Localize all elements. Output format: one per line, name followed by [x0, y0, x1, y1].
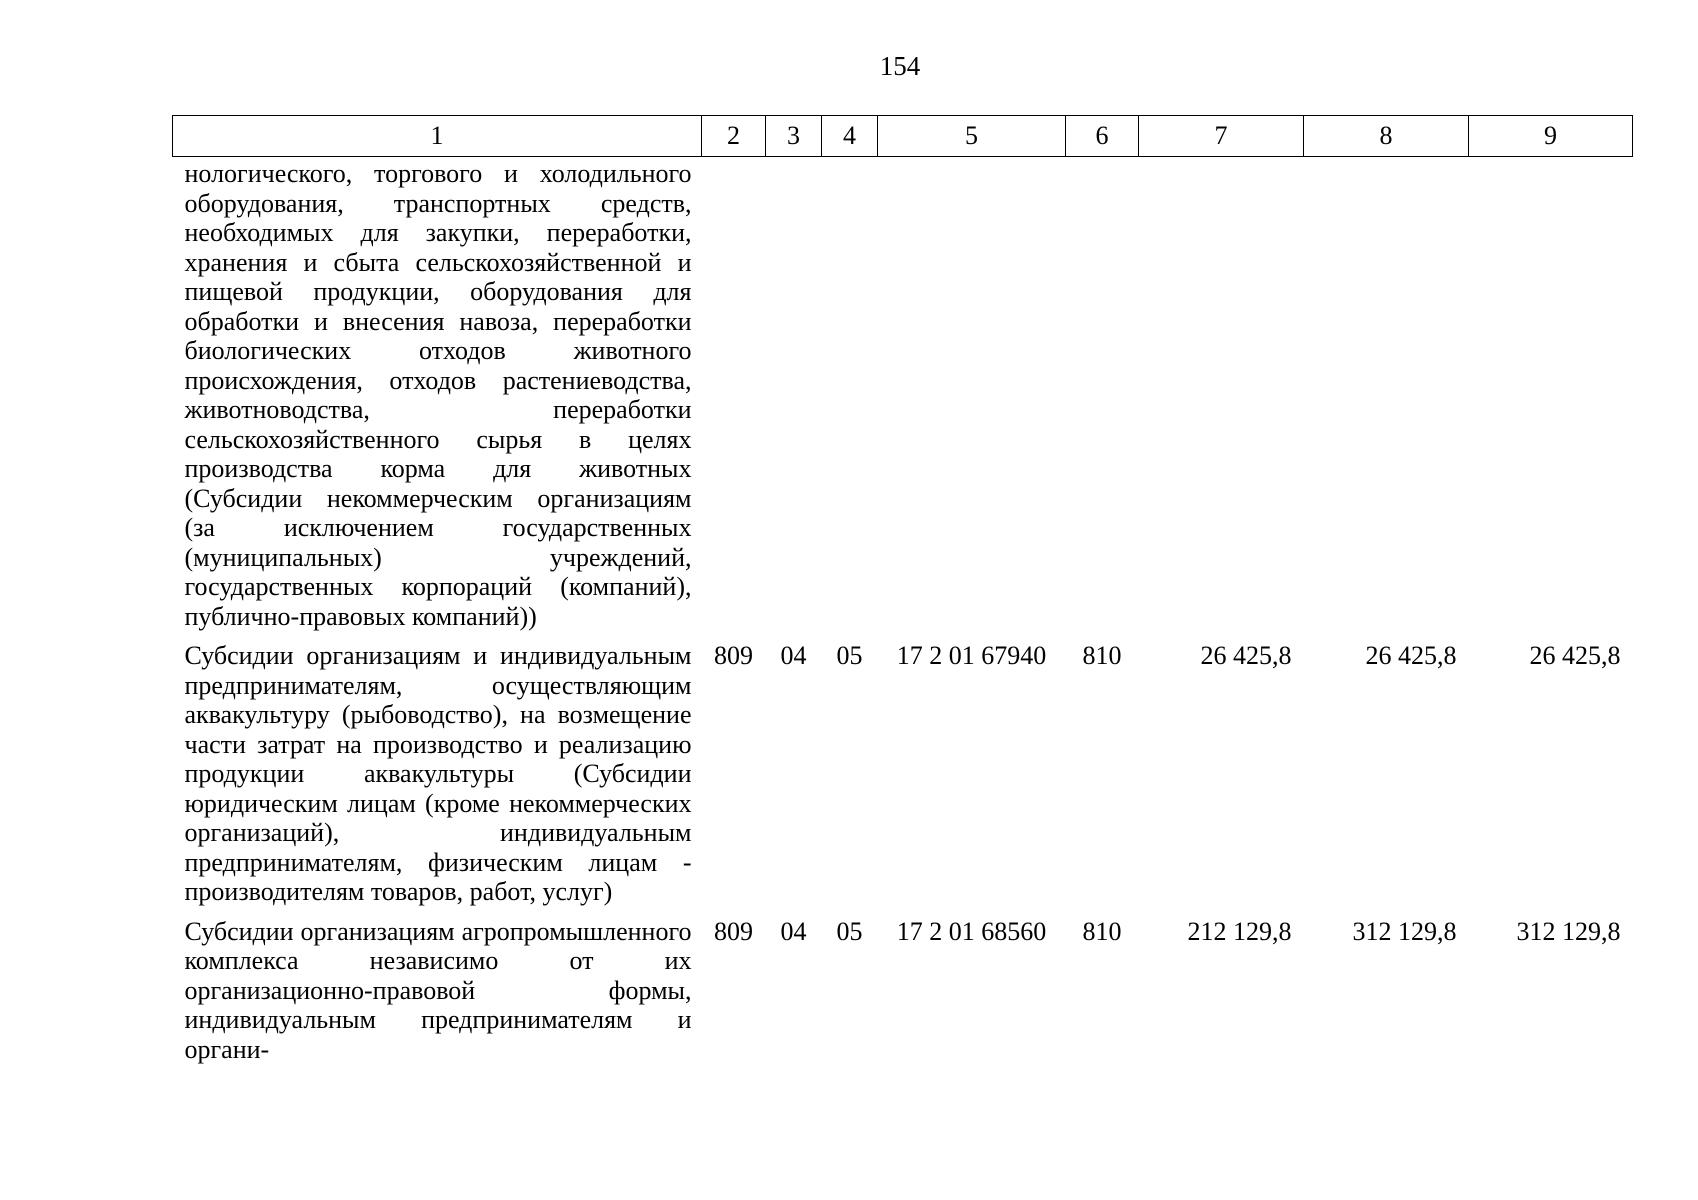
row-ministry-code: 809 [714, 916, 753, 946]
row-target-article: 17 2 01 67940 [896, 641, 1047, 670]
row-description: Субсидии организациям агропромышленного комплекса независимо от их организационно-правовой формы, индивидуальным предпринимателям и органи- [184, 916, 692, 1064]
row-section-code: 04 [780, 916, 807, 946]
row-description: нологического, торгового и холодильного оборудования, транспортных средств, необходимых для закупки, переработки, хранения и сбыта сельскохозяйственной и пищевой продукции, оборудования для обработки и внесения навоза, переработки биологических отходов животного происхождения, отходов растениеводства, животноводства, переработки сельскохозяйственного сырья в целях производства корма для животных (Субсидии некоммерческим организациям (за исключением государственных (муниципальных) учреждений, государственных корпораций (компаний), публично-правовых компаний)) [184, 159, 692, 631]
row-subsection-code: 05 [836, 916, 863, 946]
header-row [173, 116, 1633, 157]
column-header-7: 7 [1139, 116, 1304, 157]
row-ministry-code [702, 157, 766, 642]
row-subsection-code [822, 157, 878, 642]
column-header-9: 9 [1469, 116, 1633, 157]
column-header-8: 8 [1304, 116, 1469, 157]
column-header-1: 1 [173, 116, 702, 157]
row-subsection-code: 05 [836, 641, 863, 670]
row-amount-col9: 26 425,8 [1529, 641, 1621, 670]
row-section-code [766, 157, 822, 642]
row-amount-col8: 26 425,8 [1365, 641, 1457, 670]
column-header-4: 4 [822, 116, 878, 157]
row-amount-col9 [1469, 157, 1633, 642]
row-amount-col8 [1304, 157, 1469, 642]
column-header-5: 5 [878, 116, 1066, 157]
table-row [173, 157, 1633, 642]
row-ministry-code: 809 [714, 641, 753, 670]
row-amount-col7: 212 129,8 [1187, 916, 1292, 946]
row-description: Субсидии организациям и индивидуальным предпринимателям, осуществляющим аквакультуру (рыбоводство), на возмещение части затрат на производство и реализацию продукции аквакультуры (Субсидии юридическим лицам (кроме некоммерческих организаций), индивидуальным предпринимателям, физическим лицам - производителям товаров, работ, услуг) [184, 641, 692, 906]
column-header-6: 6 [1066, 116, 1139, 157]
row-expense-type: 810 [1082, 641, 1122, 670]
row-amount-col9: 312 129,8 [1516, 916, 1621, 946]
row-expense-type: 810 [1082, 916, 1122, 946]
column-header-2: 2 [702, 116, 766, 157]
row-target-article: 17 2 01 68560 [896, 916, 1047, 946]
table-row [173, 641, 1633, 917]
row-amount-col8: 312 129,8 [1352, 916, 1457, 946]
page-number: 154 [879, 51, 921, 81]
row-amount-col7: 26 425,8 [1200, 641, 1292, 670]
row-target-article [878, 157, 1066, 642]
row-amount-col7 [1139, 157, 1304, 642]
column-header-3: 3 [766, 116, 822, 157]
row-expense-type [1066, 157, 1139, 642]
row-section-code: 04 [780, 641, 807, 670]
table-row [173, 917, 1633, 1065]
budget-table [172, 115, 1633, 1064]
